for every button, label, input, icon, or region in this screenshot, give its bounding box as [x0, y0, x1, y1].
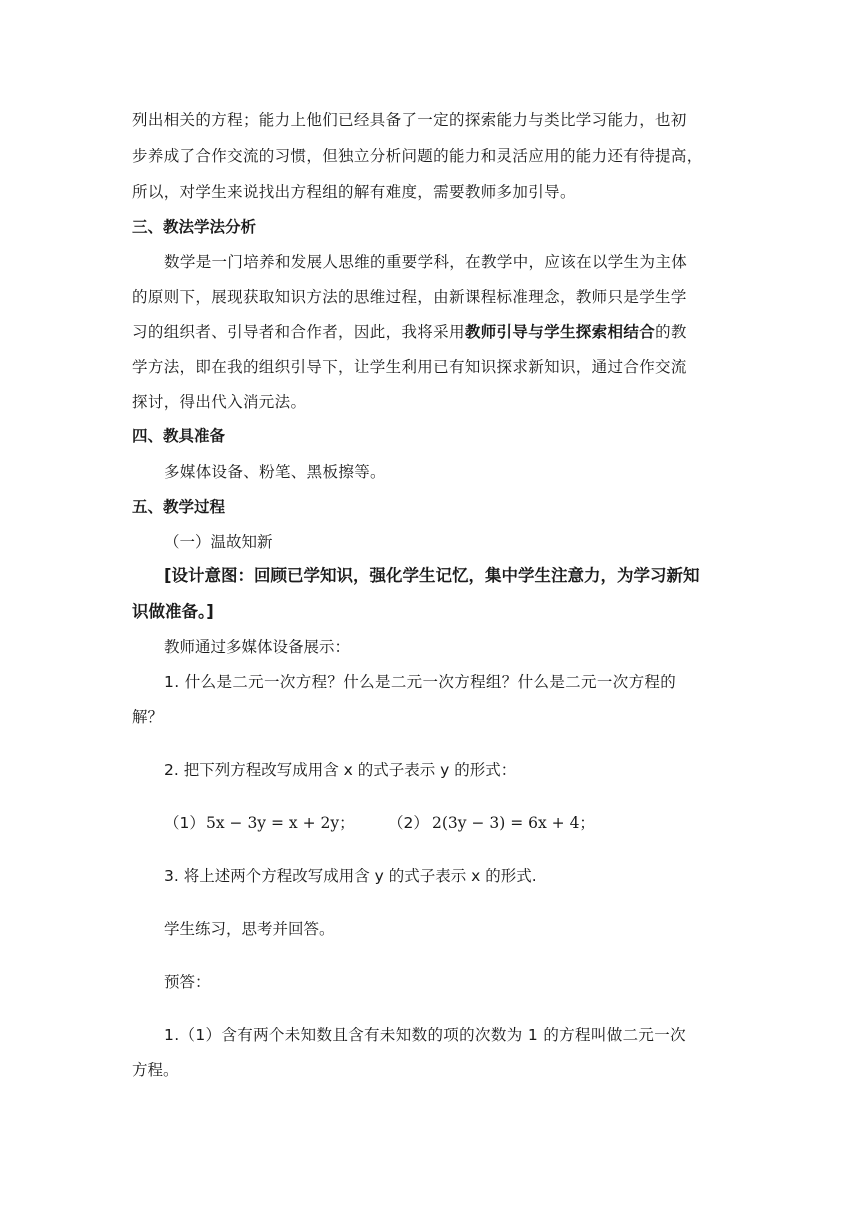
section-5-heading: 五、教学过程	[132, 498, 226, 516]
answer-1-line-1: 1.（1）含有两个未知数且含有未知数的项的次数为 1 的方程叫做二元一次	[164, 1026, 686, 1044]
question-2: 2. 把下列方程改写成用含 x 的式子表示 y 的形式：	[164, 761, 517, 779]
design-intent-line-1: [设计意图：回顾已学知识，强化学生记忆，集中学生注意力，为学习新知	[164, 566, 700, 585]
student-practice-line: 学生练习，思考并回答。	[164, 920, 335, 938]
equation-2-label: （2）	[388, 814, 429, 832]
intro-line-3: 所以，对学生来说找出方程组的解有难度，需要教师多加引导。	[132, 183, 576, 201]
answer-1-line-2: 方程。	[132, 1061, 179, 1079]
section-4-heading: 四、教具准备	[132, 427, 226, 445]
question-3: 3. 将上述两个方程改写成用含 y 的式子表示 x 的形式.	[164, 867, 537, 885]
intro-line-2: 步养成了合作交流的习惯，但独立分析问题的能力和灵活应用的能力还有待提高，	[132, 147, 703, 165]
teacher-shows-line: 教师通过多媒体设备展示：	[164, 638, 351, 656]
intro-line-1: 列出相关的方程；能力上他们已经具备了一定的探索能力与类比学习能力，也初	[132, 111, 687, 129]
section-3-para-line-1: 数学是一门培养和发展人思维的重要学科，在教学中，应该在以学生为主体	[164, 253, 688, 271]
section-3-para-line-3-start: 习的组织者、引导者和合作者，因此，我将采用	[132, 323, 465, 341]
equation-1-label: （1）	[164, 814, 205, 832]
design-intent-line-2: 识做准备。]	[132, 602, 214, 621]
equation-2: 2(3y − 3) = 6x + 4；	[432, 814, 595, 832]
section-3-para-line-3	[132, 322, 687, 342]
section-3-para-line-5: 探讨，得出代入消元法。	[132, 393, 307, 411]
section-3-heading: 三、教法学法分析	[132, 218, 257, 236]
emphasized-method: 教师引导与学生探索相结合	[464, 323, 656, 341]
equation-1: 5x − 3y = x + 2y；	[206, 814, 355, 832]
question-1-line-1: 1. 什么是二元一次方程？什么是二元一次方程组？什么是二元一次方程的	[164, 673, 677, 691]
subsection-1-heading: （一）温故知新	[164, 533, 273, 551]
section-3-para-line-3-end: 的教	[655, 323, 687, 341]
question-1-line-2: 解？	[132, 708, 164, 726]
section-3-para-line-4: 学方法，即在我的组织引导下，让学生利用已有知识探求新知识，通过合作交流	[132, 358, 687, 376]
answer-label: 预答：	[164, 973, 211, 991]
section-3-para-line-2: 的原则下，展现获取知识方法的思维过程，由新课程标准理念，教师只是学生学	[132, 288, 687, 306]
section-4-para: 多媒体设备、粉笔、黑板擦等。	[164, 463, 386, 481]
